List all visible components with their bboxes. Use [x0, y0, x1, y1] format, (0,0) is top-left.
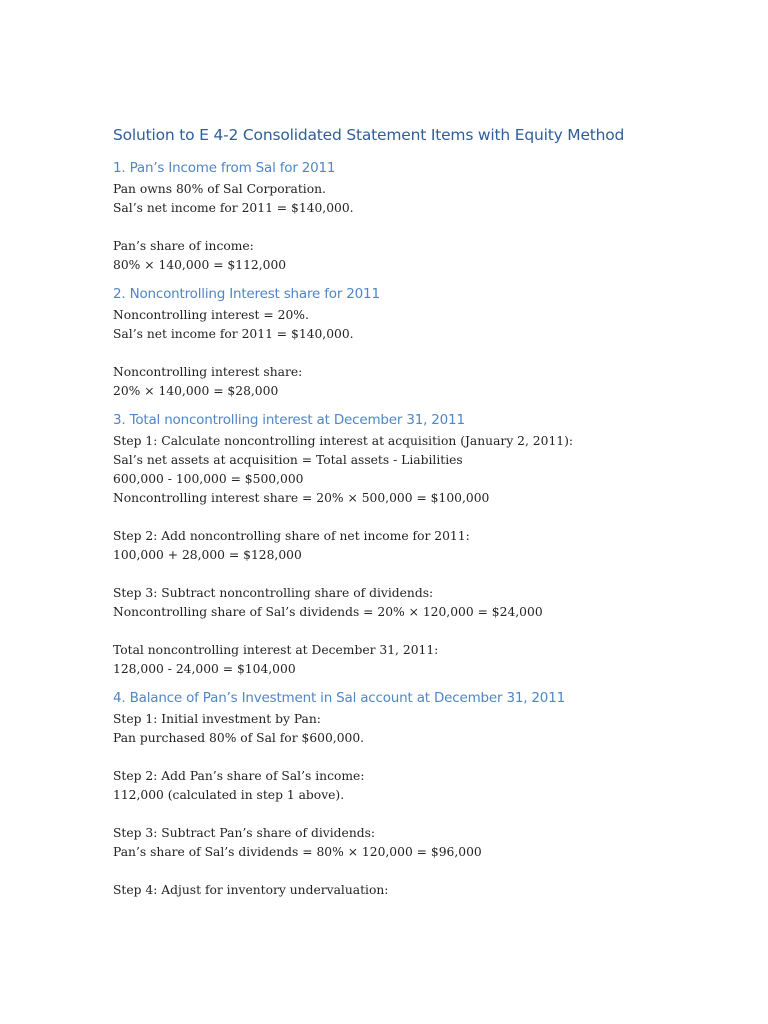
text-line: 20% × 140,000 = $28,000	[113, 384, 279, 398]
text-line: Step 4: Adjust for inventory undervaluation:	[113, 883, 389, 897]
paragraph	[113, 881, 713, 900]
text-line: Total noncontrolling interest at December 31, 2011:	[113, 643, 439, 657]
text-line: Noncontrolling interest share = 20% × 500,000 = $100,000	[113, 491, 490, 505]
document-content	[113, 124, 713, 909]
paragraph	[113, 767, 713, 805]
document-title: Solution to E 4-2 Consolidated Statement Items with Equity Method	[113, 126, 625, 144]
paragraph	[113, 363, 713, 401]
paragraph	[113, 180, 713, 218]
paragraph	[113, 824, 713, 862]
paragraph	[113, 641, 713, 679]
section-1	[113, 158, 713, 275]
section-heading: 4. Balance of Pan’s Investment in Sal account at December 31, 2011	[113, 690, 565, 706]
text-line: Sal’s net income for 2011 = $140,000.	[113, 327, 354, 341]
text-line: Step 2: Add Pan’s share of Sal’s income:	[113, 769, 365, 783]
text-line: Pan owns 80% of Sal Corporation.	[113, 182, 326, 196]
text-line: 100,000 + 28,000 = $128,000	[113, 548, 302, 562]
text-line: Step 1: Calculate noncontrolling interest at acquisition (January 2, 2011):	[113, 434, 574, 448]
section-heading: 3. Total noncontrolling interest at December 31, 2011	[113, 412, 465, 428]
text-line: Noncontrolling interest share:	[113, 365, 303, 379]
paragraph	[113, 584, 713, 622]
text-line: 112,000 (calculated in step 1 above).	[113, 788, 345, 802]
text-line: Pan’s share of income:	[113, 239, 254, 253]
text-line: Step 3: Subtract noncontrolling share of dividends:	[113, 586, 434, 600]
section-heading: 2. Noncontrolling Interest share for 2011	[113, 286, 380, 302]
paragraph	[113, 306, 713, 344]
section-3	[113, 410, 713, 679]
paragraph	[113, 237, 713, 275]
text-line: Step 1: Initial investment by Pan:	[113, 712, 321, 726]
text-line: Step 3: Subtract Pan’s share of dividends:	[113, 826, 376, 840]
text-line: Pan purchased 80% of Sal for $600,000.	[113, 731, 365, 745]
paragraph	[113, 527, 713, 565]
section-heading: 1. Pan’s Income from Sal for 2011	[113, 160, 336, 176]
sections-container	[113, 158, 713, 900]
text-line: Sal’s net income for 2011 = $140,000.	[113, 201, 354, 215]
text-line: 128,000 - 24,000 = $104,000	[113, 662, 296, 676]
text-line: Pan’s share of Sal’s dividends = 80% × 120,000 = $96,000	[113, 845, 482, 859]
text-line: 80% × 140,000 = $112,000	[113, 258, 287, 272]
text-line: Noncontrolling interest = 20%.	[113, 308, 309, 322]
text-line: Step 2: Add noncontrolling share of net income for 2011:	[113, 529, 470, 543]
section-2	[113, 284, 713, 401]
paragraph	[113, 710, 713, 748]
paragraph	[113, 432, 713, 508]
text-line: 600,000 - 100,000 = $500,000	[113, 472, 304, 486]
text-line: Sal’s net assets at acquisition = Total assets - Liabilities	[113, 453, 463, 467]
text-line: Noncontrolling share of Sal’s dividends = 20% × 120,000 = $24,000	[113, 605, 543, 619]
section-4	[113, 688, 713, 900]
